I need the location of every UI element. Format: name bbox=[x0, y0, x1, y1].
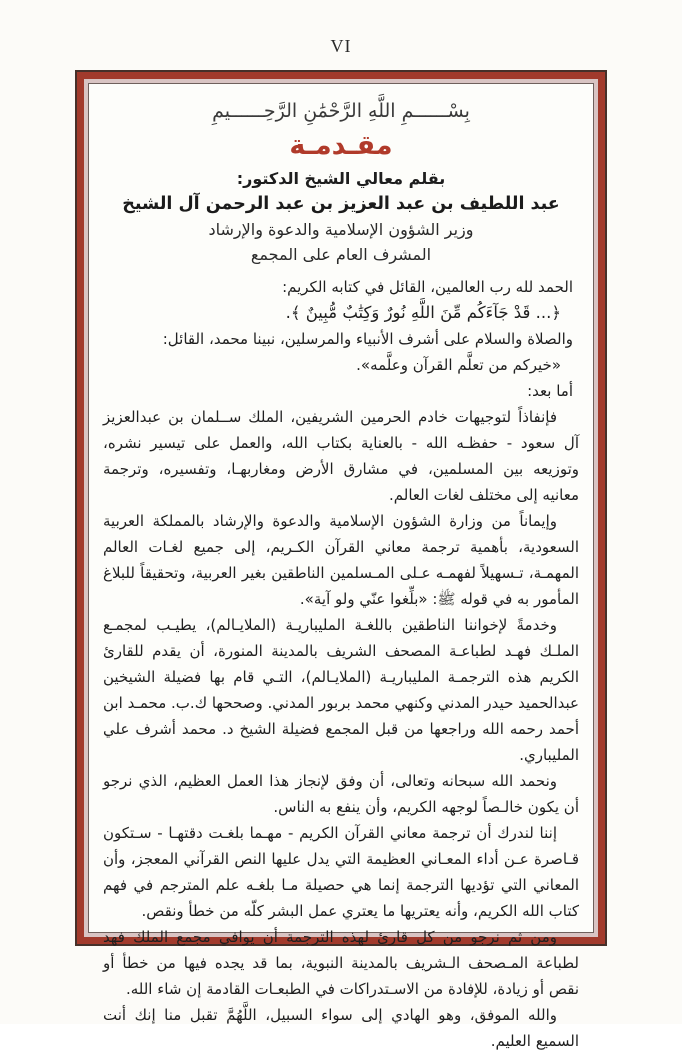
paragraph-reader-feedback: ومن ثم نرجو من كل قارئ لهذه الترجمة أن يوافي مجمع الملك فهد لطباعة المـصحف الـشريف بالمدينة النبوية، بما قد يجده فيها من خطأ أو نقص أو زيادة، للإفادة من الاسـتدراكات في الطبعـات القادمة إن شاء الله. bbox=[103, 928, 579, 998]
amma-baad-line: أما بعد: bbox=[527, 382, 573, 400]
bismillah-calligraphy: بِسْــــــمِ اللَّهِ الرَّحْمَٰنِ الرَّحِــــــيمِ bbox=[212, 100, 470, 122]
salat-salam-line: والصلاة والسلام على أشرف الأنبياء والمرسلين، نبينا محمد، القائل: bbox=[162, 330, 573, 348]
introduction-body bbox=[103, 274, 579, 1054]
author-name: عبد اللطيف بن عبد العزيز بن عبد الرحمن آل الشيخ bbox=[122, 194, 560, 214]
frame-pink-band bbox=[84, 79, 598, 1050]
frame-red-band bbox=[77, 72, 605, 1050]
page-title: مقـدمـة bbox=[289, 130, 393, 161]
paragraph-translation-limits: إننا لندرك أن ترجمة معاني القرآن الكريم - مهـما بلغـت دقتهـا - سـتكون قـاصرة عـن أداء المعـاني العظيمة التي يدل عليها النص القرآني المعجز، وأن المعاني التي تؤديها الترجمة إنما هي حصيلة مـا بلغـه علم المترجم في فهم كتاب الله الكريم، وأنه يعتريها ما يعتري عمل البشر كلّه من خطأ ونقص. bbox=[103, 824, 579, 920]
hadith-quote: «خيركم من تعلَّم القرآن وعلَّمه». bbox=[356, 356, 561, 374]
paragraph-king-directives: فإنفاذاً لتوجيهات خادم الحرمين الشريفين، الملك ســلمان بن عبدالعزيز آل سعود - حفظـه الله - بالعناية بكتاب الله، والعمل على تيسير نشره، وتوزيعه بين المسلمين، في مشارق الأرض ومغاربهـا، وتفسيره، وترجمة معانيه إلى مختلف لغات العالم. bbox=[103, 408, 579, 504]
paragraph-malayalam-translation: وخدمةً لإخواننا الناطقين باللغـة المليباريـة (الملايـالم)، يطيـب لمجمـع الملـك فهـد لطباعـة المصحف الشريف بالمدينة المنورة، أن يقدم للقارئ الكريم هذه الترجمـة المليباريـة (الملايـالم)، التـي قام بها فضيلة الشيخين عبدالحميد حيدر المدني وكنهي محمد بربور المدني. وصححها ك.ب. محمـد ابن أحمد رحمه الله وراجعها من قبل المجمع فضيلة الشيخ د. محمد أشرف علي المليباري. bbox=[103, 616, 579, 764]
paragraph-thanks-to-allah: ونحمد الله سبحانه وتعالى، أن وفق لإنجاز هذا العمل العظيم، الذي نرجو أن يكون خالـصاً لوجهه الكريم، وأن ينفع به الناس. bbox=[103, 772, 579, 816]
opening-hamdala-line: الحمد لله رب العالمين، القائل في كتابه الكريم: bbox=[282, 278, 573, 296]
page-number: VI bbox=[330, 36, 352, 56]
page-content bbox=[88, 83, 594, 1050]
closing-dua-line: والله الموفق، وهو الهادي إلى سواء السبيل، اللَّهُمَّ تقبل منا إنك أنت السميع العليم. bbox=[103, 1006, 579, 1050]
byline: بقلم معالي الشيخ الدكتور: bbox=[236, 169, 446, 188]
quran-verse: ﴿... قَدْ جَآءَكُم مِّنَ اللَّهِ نُورٌ وَكِتَٰبٌ مُّبِينٌ ﴾. bbox=[285, 303, 561, 322]
paragraph-ministry-belief: وإيماناً من وزارة الشؤون الإسلامية والدعوة والإرشاد بالمملكة العربية السعودية، بأهمية ترجمة معاني القرآن الكـريم، إلى جميع لغـات العالم المهمـة، تـسهيلاً لفهمـه عـلى المـسلمين الناطقين بغير العربية، وتحقيقاً للبلاغ المأمور به في قوله ﷺ: «بلِّغوا عنّي ولو آية». bbox=[103, 512, 579, 608]
author-role-supervisor: المشرف العام على المجمع bbox=[250, 245, 432, 264]
decorative-border-frame bbox=[75, 70, 607, 1050]
author-role-minister: وزير الشؤون الإسلامية والدعوة والإرشاد bbox=[208, 220, 474, 239]
